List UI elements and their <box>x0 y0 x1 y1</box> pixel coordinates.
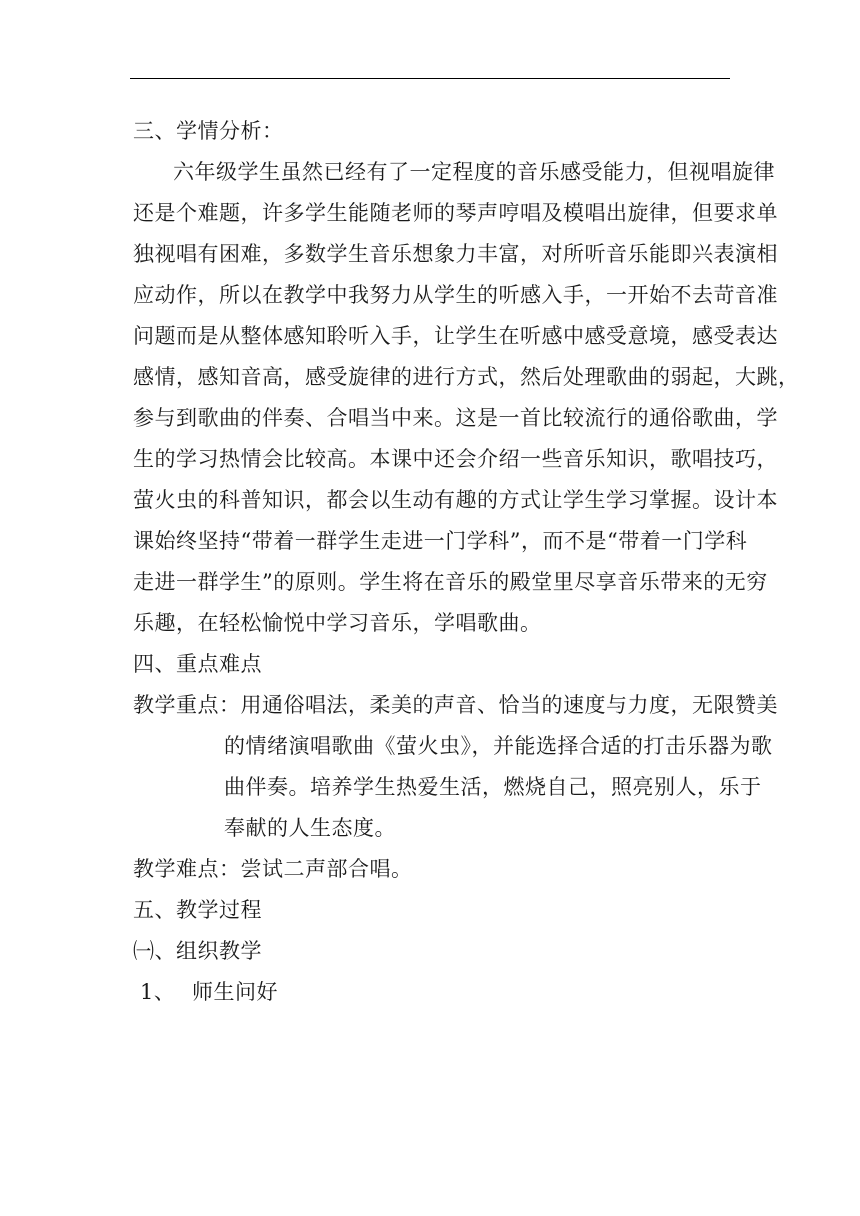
teaching-focus-line: 教学重点：用通俗唱法，柔美的声音、恰当的速度与力度，无限赞美 <box>133 693 778 717</box>
section-heading-4: 四、重点难点 <box>133 652 262 676</box>
paragraph-line: 问题而是从整体感知聆听入手，让学生在听感中感受意境，感受表达 <box>133 324 778 348</box>
paragraph-line: 萤火虫的科普知识，都会以生动有趣的方式让学生学习掌握。设计本 <box>133 488 778 512</box>
paragraph-line: 课始终坚持“带着一群学生走进一门学科”，而不是“带着一门学科 <box>133 529 748 553</box>
paragraph-line: 应动作，所以在教学中我努力从学生的听感入手，一开始不去苛音准 <box>133 283 778 307</box>
paragraph-line: 参与到歌曲的伴奏、合唱当中来。这是一首比较流行的通俗歌曲，学 <box>133 406 778 430</box>
teaching-difficulty: 教学难点：尝试二声部合唱。 <box>133 857 413 881</box>
teaching-focus-line: 曲伴奏。培养学生热爱生活，燃烧自己，照亮别人，乐于 <box>224 775 762 799</box>
paragraph-line: 感情，感知音高，感受旋律的进行方式，然后处理歌曲的弱起，大跳， <box>133 365 800 389</box>
paragraph-line: 还是个难题，许多学生能随老师的琴声哼唱及模唱出旋律，但要求单 <box>133 201 778 225</box>
teaching-focus-line: 奉献的人生态度。 <box>224 816 396 840</box>
paragraph-line: 乐趣，在轻松愉悦中学习音乐，学唱歌曲。 <box>133 611 542 635</box>
teaching-focus-line: 的情绪演唱歌曲《萤火虫》，并能选择合适的打击乐器为歌 <box>224 734 773 758</box>
list-item-number: 1、 <box>140 980 176 1004</box>
paragraph-line: 走进一群学生”的原则。学生将在音乐的殿堂里尽享音乐带来的无穷 <box>133 570 768 594</box>
paragraph-line: 六年级学生虽然已经有了一定程度的音乐感受能力，但视唱旋律 <box>173 160 775 184</box>
list-item-text: 师生问好 <box>192 980 278 1004</box>
header-rule <box>130 78 730 79</box>
subsection-heading: ㈠、组织教学 <box>133 939 262 963</box>
paragraph-line: 生的学习热情会比较高。本课中还会介绍一些音乐知识，歌唱技巧， <box>133 447 778 471</box>
list-item <box>140 979 278 1005</box>
section-heading-5: 五、教学过程 <box>133 898 262 922</box>
section-heading-3: 三、学情分析： <box>133 119 284 143</box>
paragraph-line: 独视唱有困难，多数学生音乐想象力丰富，对所听音乐能即兴表演相 <box>133 242 778 266</box>
